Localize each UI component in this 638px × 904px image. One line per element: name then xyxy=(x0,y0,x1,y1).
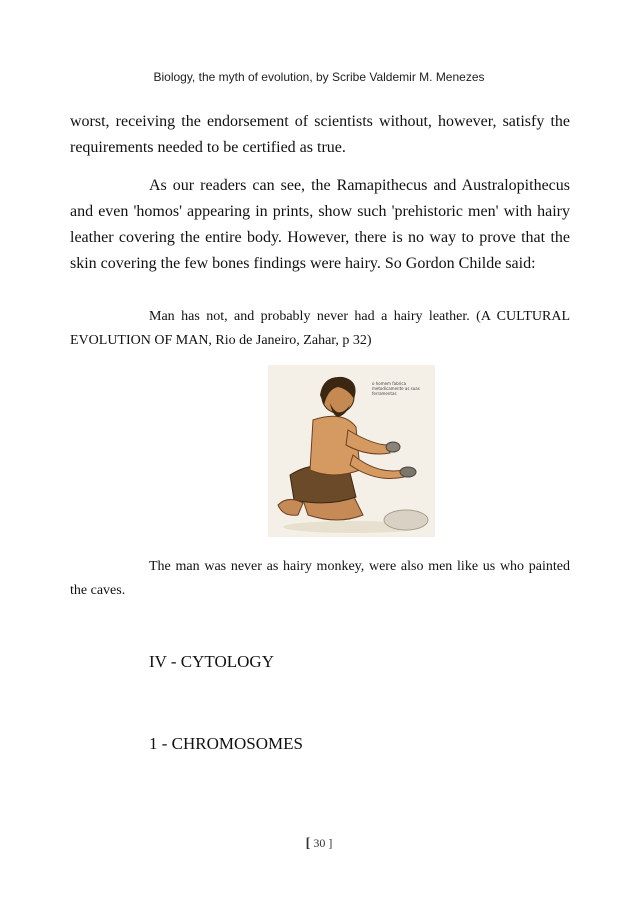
footer-open-bracket: [ xyxy=(305,836,311,851)
footer-close-bracket: ] xyxy=(328,836,333,850)
figure-caption: The man was never as hairy monkey, were also men like us who painted the caves. xyxy=(70,559,570,598)
body-paragraph-1: worst, receiving the endorsement of scientists without, however, satisfy the requirements needed to be certified as true. xyxy=(70,113,570,156)
block-quote: Man has not, and probably never had a hairy leather. (A CULTURAL EVOLUTION OF MAN, Rio de Janeiro, Zahar, p 32) xyxy=(70,309,570,348)
body-paragraph-2: As our readers can see, the Ramapithecus and Australopithecus and even 'homos' appearing in prints, show such 'prehistoric men' with hairy leather covering the entire body. However, there is no way to prove that the skin covering the few bones findings were hairy. So Gordon Childe said: xyxy=(70,177,570,272)
caveman-illustration xyxy=(268,365,435,537)
page-footer xyxy=(0,836,638,852)
running-header: Biology, the myth of evolution, by Scribe Valdemir M. Menezes xyxy=(153,70,485,84)
figure-inset-note: o homem fabrica metodicamente as suas ferramentas xyxy=(372,381,420,396)
section-heading-cytology: IV - CYTOLOGY xyxy=(149,652,274,671)
page-number: 30 xyxy=(313,836,326,850)
section-heading-chromosomes: 1 - CHROMOSOMES xyxy=(149,734,303,753)
